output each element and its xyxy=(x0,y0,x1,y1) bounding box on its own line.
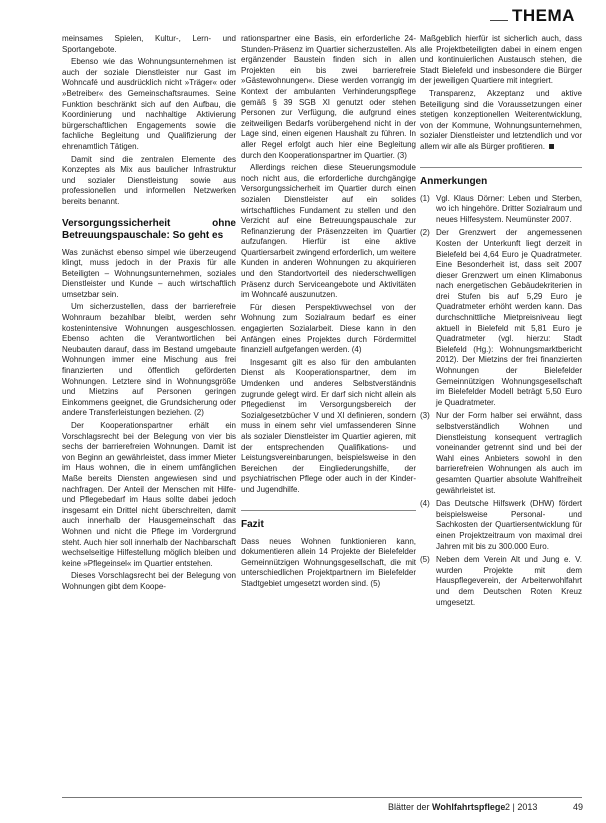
paragraph: Damit sind die zentralen Elemente des Konzeptes als Mix aus baulicher Infrastruktur und sozialer Dienstleistung sowie aus professionellen und informellen Netzwerken bereits benannt. xyxy=(62,154,236,206)
note-item xyxy=(420,194,582,226)
paragraph: Ebenso wie das Wohnungsunternehmen ist auch der soziale Dienstleister nur Gast im Wohncafé und ausdrücklich nicht »Träger« oder »Betreiber« des Gemeinschaftsraumes. Seine Funktion beschränkt sich auf den Aufbau, die Koordinierung und nachhaltige Aktivierung bürgerschaftlichen Engagements sowie die fachliche Begleitung und Qualifizierung der ehrenamtlich Tätigen. xyxy=(62,57,236,151)
paragraph-text: Transparenz, Akzeptanz und aktive Beteiligung sind die Voraussetzungen einer stetigen konzeptionellen Weiterentwicklung, von der Kommune, Wohnungsunternehmen, sozialer Dienstleister und letztendlich und vor allem wir alle als Bürger profitieren. xyxy=(420,88,582,151)
column-2 xyxy=(241,34,416,592)
paragraph xyxy=(420,89,582,153)
column-1 xyxy=(62,34,236,595)
paragraph: Der Kooperationspartner erhält ein Vorschlagsrecht bei der Belegung von vier bis sechs der barrierefreien Wohnungen. Damit ist von Beginn an gewährleistet, dass immer Mieter im Haus wohnen, die in einem umfänglichen Maße bereits Diensten angewiesen sind und nachfragen. Der Anteil der Menschen mit Hilfe- und Pflegebedarf im Haus sollte dabei jedoch insgesamt ein Drittel nicht überschreiten, damit auch innerhalb der Hausgemeinschaft das Wohnen und nicht die Pflege im Vordergrund steht. Auch hier soll innerhalb der Nachbarschaft wechselseitige Hilfestellung möglich bleiben und keine »Pflegeinsel« im Quartier entstehen. xyxy=(62,421,236,568)
paragraph: rationspartner eine Basis, ein erforderliche 24-Stunden-Präsenz im Quartier sicherzustellen. Als ergänzender Baustein finden sich in allen Projekten ein bis zwei barrierefreie »Gästewohnungen«. Diese werden vorrangig im Kontext der ambulanten Verhinderungspflege gemäß § 39 SGB XI genutzt oder stehen Personen zur Verfügung, die aufgrund eines zeitweiligen Bedarfs vorübergehend nicht in der Lage sind, einen eigenen Haushalt zu führen. In aller Regel erfolgt auch hier eine Begleitung durch den Kooperationspartner im Quartier. (3) xyxy=(241,34,416,160)
note-number: (3) xyxy=(420,411,430,421)
note-text: Das Deutsche Hilfswerk (DHW) fördert beispielsweise Personal- und Sachkosten der Quartiersentwicklung für einen Projektzeitraum von maximal drei Jahren mit bis zu 300.000 Euro. xyxy=(436,499,582,551)
note-text: Nur der Form halber sei erwähnt, dass selbstverständlich Wohnen und Dienstleistung konsequent vertraglich voneinander getrennt sind und bei der Wahl eines Anbieters sowohl in den barrierefreien Wohnungen als auch im gesamten Quartier absolute Wahlfreiheit gewährleistet ist. xyxy=(436,411,582,495)
paragraph: meinsames Spielen, Kultur-, Lern- und Sportangebote. xyxy=(62,34,236,54)
note-text: Der Grenzwert der angemessenen Kosten der Unterkunft liegt derzeit in Bielefeld bei 4,64 Euro je Quadratmeter. Eine Besonderheit ist, dass seit 2007 dieser Grenzwert um einen Klimabonus nach energetischen Gebäudekriterien in drei Stufen bis auf 5,29 Euro je Quadratmeter erhöht werden kann. Das durchschnittliche Mietpreisniveau liegt aktuell in Bielefeld mit 5,81 Euro je Quadratmeter (vgl. hierzu: Stadt Bielefeld (Hg.): Wohnungsmarktbericht 2012). Der Mietzins der frei finanzierten Wohnungen der Bielefelder Gemeinnützigen Wohnungsgesellschaft im Bielefelder Modell beträgt 5,50 Euro je Quadratmeter. xyxy=(436,228,582,407)
header-rule xyxy=(490,20,508,21)
section-label: THEMA xyxy=(512,6,575,25)
note-text: Vgl. Klaus Dörner: Leben und Sterben, wo ich hingehöre. Dritter Sozialraum und neues Hilfesystem. Neumünster 2007. xyxy=(436,193,582,224)
paragraph: Was zunächst ebenso simpel wie überzeugend klingt, muss jedoch in der Praxis für alle Beteiligten – Wohnungsunternehmen, soziales Dienstleister und Kunde – auch wirtschaftlich umsetzbar sein. xyxy=(62,247,236,299)
paragraph: Dass neues Wohnen funktionieren kann, dokumentieren allein 14 Projekte der Bielefelder Gemeinnützigen Wohnungsgesellschaft, die mit unterschiedlichen Projektpartnern im Bielefelder Stadtgebiet umgesetzt worden sind. (5) xyxy=(241,536,416,588)
page-number: 49 xyxy=(573,802,584,812)
section-header xyxy=(490,4,606,26)
note-number: (4) xyxy=(420,499,430,509)
paragraph: Um sicherzustellen, dass der barrierefreie Wohnraum bezahlbar bleibt, werden sehr kostenintensive Wohnungen ausgeschlossen. Ebenso achten die Verantwortlichen bei Neubauten darauf, dass im Bestand umgebaute Wohnungen immer eine Mischung aus frei finanzierten und öffentlich geförderten Wohnungen. Letztere sind in Wohnungsgröße und Mietzins auf Personen geringen Einkommens geeignet, die Grundsicherung oder andere Transferleistungen beziehen. (2) xyxy=(62,302,236,418)
fazit-heading: Fazit xyxy=(241,510,416,531)
paragraph: Maßgeblich hierfür ist sicherlich auch, dass alle Projektbeteiligten dabei in einem engen und kontinuierlichen Austausch stehen, die Stadt Bielefeld und insbesondere die Bürger der jeweiligen Quartiere mit integriert. xyxy=(420,34,582,86)
note-item xyxy=(420,228,582,408)
notes-heading: Anmerkungen xyxy=(420,167,582,188)
paragraph: Dieses Vorschlagsrecht bei der Belegung von Wohnungen gibt dem Koope- xyxy=(62,571,236,591)
footer-rule xyxy=(62,797,582,798)
note-number: (5) xyxy=(420,555,430,565)
column-3 xyxy=(420,34,582,611)
note-number: (1) xyxy=(420,193,430,203)
publication-bold: Wohlfahrtspflege xyxy=(432,802,506,812)
note-item xyxy=(420,499,582,552)
note-number: (2) xyxy=(420,228,430,238)
note-item xyxy=(420,555,582,608)
issue-number: 2 | 2013 xyxy=(505,802,538,812)
note-text: Neben dem Verein Alt und Jung e. V. wurden Projekte mit dem Hauspflegeverein, der Arbeiterwohlfahrt und dem Deutschen Roten Kreuz umgesetzt. xyxy=(436,555,582,607)
page-footer xyxy=(0,797,606,817)
publication-title xyxy=(388,802,505,812)
paragraph: Insgesamt gilt es also für den ambulanten Dienst als Kooperationspartner, dem im Umdenken und anderes Selbstverständnis zugrunde gelegt wird. Er darf sich nicht allein als Pflegedienst im Versorgungsbereich der Sozialgesetzbücher V und XI definieren, sondern muss in einem sehr viel umfassenderen Sinne als sozialer Dienstleister im Quartier agieren, mit der entsprechenden Qualifikations- und Leistungsvereinbarungen, beispielsweise in den Bereichen der Eingliederungshilfe, der psychiatrischen Pflege oder auch in der Kinder- und Jugendhilfe. xyxy=(241,357,416,494)
publication-prefix: Blätter der xyxy=(388,802,433,812)
note-item xyxy=(420,411,582,496)
end-of-article-mark xyxy=(549,144,554,149)
subheading: Versorgungssicherheit ohne Betreuungspauschale: So geht es xyxy=(62,217,236,241)
notes-list xyxy=(420,194,582,609)
paragraph: Allerdings reichen diese Steuerungsmodule noch nicht aus, die erforderliche durchgängige Versorgungssicherheit im Quartier durch einen sozialen Dienstleister auf ein solides wirtschaftliches Fundament zu stellen und den Verzicht auf eine Betreuungspauschale zur Refinanzierung der Präsenzzeiten im Quartier aufzufangen. Hierfür ist eine aktive Quartiersarbeit zwingend erforderlich, um weitere Kunden in anderen Wohnungen zu akquirieren und den Standortvorteil des niederschwelligen Präsenz durch Serviceangebote und Aktivitäten im Wohncafé auszunutzen. xyxy=(241,163,416,300)
paragraph: Für diesen Perspektivwechsel von der Wohnung zum Sozialraum bedarf es einer engagierten Sozialarbeit. Diese kann in den Anfängen eines Projektes durch Fördermittel finanziell aufgefangen werden. (4) xyxy=(241,302,416,355)
